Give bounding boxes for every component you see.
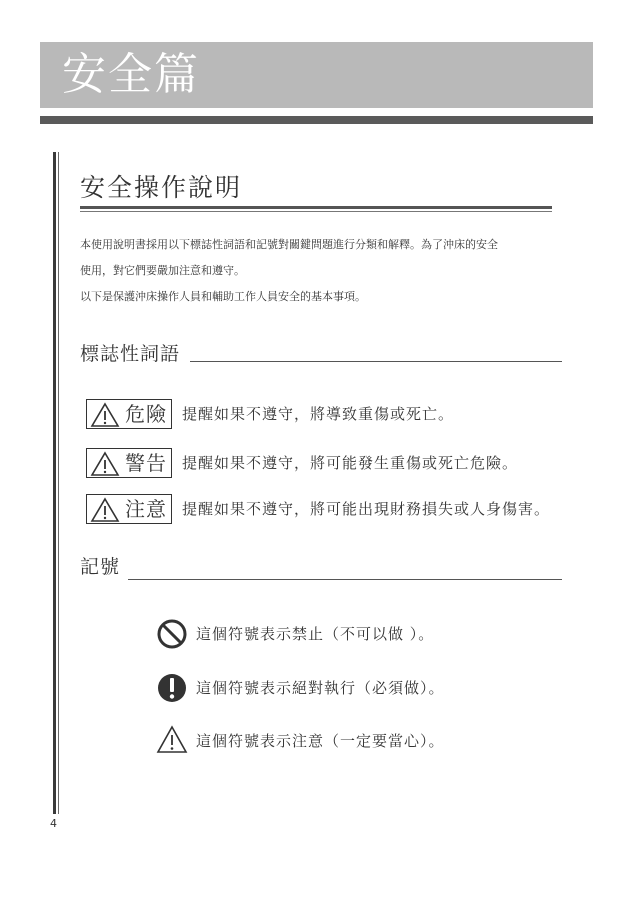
intro-line: 本使用說明書採用以下標誌性詞語和記號對關鍵問題進行分類和解釋。為了沖床的安全	[80, 238, 498, 251]
signal-word-description: 提醒如果不遵守，將導致重傷或死亡。	[182, 405, 455, 423]
symbols-heading: 記號	[80, 556, 121, 578]
section-title: 安全操作說明	[80, 173, 243, 202]
prohibition-icon	[156, 618, 188, 650]
banner-rule	[40, 116, 593, 124]
mandatory-icon	[156, 672, 188, 704]
signal-word-description: 提醒如果不遵守，將可能發生重傷或死亡危險。	[182, 454, 519, 472]
signal-word-label-box	[86, 494, 172, 524]
signal-words-heading: 標誌性詞語	[80, 343, 181, 365]
signal-word-label-box	[86, 399, 172, 429]
intro-line: 使用，對它們要嚴加注意和遵守。	[80, 264, 245, 277]
chapter-banner	[40, 42, 593, 108]
signal-word-description: 提醒如果不遵守，將可能出現財務損失或人身傷害。	[182, 500, 551, 518]
intro-paragraph	[80, 232, 570, 310]
page-number: 4	[50, 817, 57, 830]
warning-triangle-icon	[90, 451, 120, 477]
signal-words-rule	[190, 361, 562, 362]
side-rule	[53, 152, 56, 814]
warning-triangle-icon	[90, 402, 120, 428]
chapter-title: 安全篇	[62, 49, 200, 100]
signal-word-label-box	[86, 448, 172, 478]
section-title-rule-thin	[80, 211, 552, 212]
section-title-rule	[80, 206, 552, 209]
symbol-description: 這個符號表示禁止（不可以做 ）。	[196, 625, 435, 643]
signal-word-label: 警告	[125, 451, 167, 475]
intro-line: 以下是保護沖床操作人員和輔助工作人員安全的基本事項。	[80, 290, 366, 303]
side-rule-thin	[58, 152, 59, 814]
symbol-description: 這個符號表示注意（一定要當心）。	[196, 732, 445, 750]
signal-word-label: 危險	[125, 402, 167, 426]
symbols-rule	[128, 579, 562, 580]
caution-triangle-icon	[156, 725, 188, 755]
symbol-description: 這個符號表示絕對執行（必須做）。	[196, 679, 445, 697]
signal-word-label: 注意	[125, 497, 167, 521]
warning-triangle-icon	[90, 497, 120, 523]
